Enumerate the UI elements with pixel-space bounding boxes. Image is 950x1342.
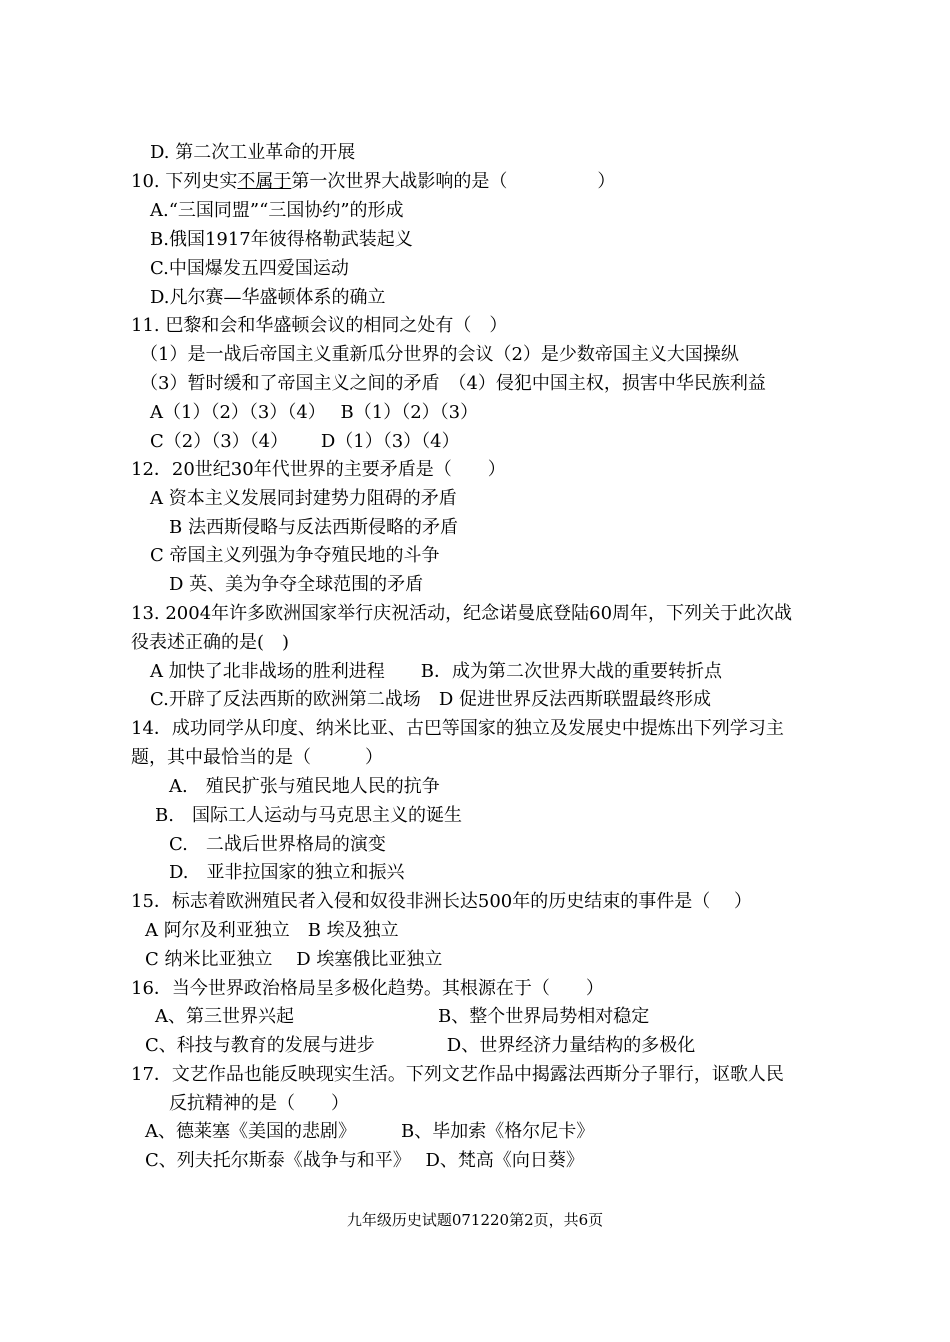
q10-option-d: D.凡尔赛—华盛顿体系的确立	[150, 287, 386, 308]
q10-stem-prefix: 10. 下列史实	[131, 171, 238, 192]
q10-option-b: B.俄国1917年彼得格勒武装起义	[150, 229, 413, 250]
q11-options-ab: A（1）（2）（3）（4） B（1）（2）（3）	[150, 402, 479, 423]
q10-option-c: C.中国爆发五四爱国运动	[150, 258, 349, 279]
q14-option-b: B. 国际工人运动与马克思主义的诞生	[155, 805, 462, 826]
q14-option-d: D. 亚非拉国家的独立和振兴	[169, 862, 405, 883]
q13-stem-line2: 役表述正确的是( )	[131, 632, 290, 653]
q16-stem: 16．当今世界政治格局呈多极化趋势。其根源在于（ ）	[131, 978, 604, 999]
q10-stem-emphasis: 不属于	[237, 171, 292, 192]
q13-options-cd: C.开辟了反法西斯的欧洲第二战场 D 促进世界反法西斯联盟最终形成	[150, 689, 712, 710]
q14-option-c: C. 二战后世界格局的演变	[169, 834, 386, 855]
q14-option-a: A. 殖民扩张与殖民地人民的抗争	[169, 776, 440, 797]
q16-options-cd: C、科技与教育的发展与进步 D、世界经济力量结构的多极化	[145, 1035, 696, 1056]
page-footer: 九年级历史试题071220第2页，共6页	[346, 1211, 604, 1229]
q12-option-d: D 英、美为争夺全球范围的矛盾	[169, 574, 424, 595]
q17-stem-line2: 反抗精神的是（ ）	[169, 1093, 349, 1114]
q15-options-cd: C 纳米比亚独立 D 埃塞俄比亚独立	[145, 949, 443, 970]
q11-options-cd: C（2）（3）（4） D（1）（3）（4）	[150, 431, 460, 452]
q15-stem: 15．标志着欧洲殖民者入侵和奴役非洲长达500年的历史结束的事件是（ ）	[131, 891, 752, 912]
q11-statement-3-4: （3）暂时缓和了帝国主义之间的矛盾 （4）侵犯中国主权，损害中华民族利益	[140, 373, 766, 394]
q12-option-b: B 法西斯侵略与反法西斯侵略的矛盾	[169, 517, 458, 538]
q11-stem: 11. 巴黎和会和华盛顿会议的相同之处有（ ）	[131, 315, 508, 336]
q11-statement-1-2: （1）是一战后帝国主义重新瓜分世界的会议（2）是少数帝国主义大国操纵	[140, 344, 739, 365]
q9-option-d: D. 第二次工业革命的开展	[150, 142, 356, 163]
q12-option-a: A 资本主义发展同封建势力阻碍的矛盾	[150, 488, 457, 509]
q17-options-cd: C、列夫托尔斯泰《战争与和平》 D、梵高《向日葵》	[145, 1150, 584, 1171]
q10-option-a: A.“三国同盟”“三国协约”的形成	[150, 200, 404, 221]
q10-stem	[131, 170, 615, 194]
q14-stem-line1: 14．成功同学从印度、纳米比亚、古巴等国家的独立及发展史中提炼出下列学习主	[131, 718, 784, 739]
q10-stem-suffix: 第一次世界大战影响的是（ ）	[291, 171, 616, 192]
q16-options-ab: A、第三世界兴起 B、整个世界局势相对稳定	[155, 1006, 650, 1027]
q17-options-ab: A、德莱塞《美国的悲剧》 B、毕加索《格尔尼卡》	[145, 1121, 595, 1142]
q15-options-ab: A 阿尔及利亚独立 B 埃及独立	[145, 920, 399, 941]
q13-stem-line1: 13. 2004年许多欧洲国家举行庆祝活动，纪念诺曼底登陆60周年，下列关于此次战	[131, 603, 793, 624]
q12-option-c: C 帝国主义列强为争夺殖民地的斗争	[150, 545, 440, 566]
q17-stem-line1: 17．文艺作品也能反映现实生活。下列文艺作品中揭露法西斯分子罪行，讴歌人民	[131, 1064, 784, 1085]
q12-stem: 12．20世纪30年代世界的主要矛盾是（ ）	[131, 459, 506, 480]
q13-options-ab: A 加快了北非战场的胜利进程 B．成为第二次世界大战的重要转折点	[150, 661, 722, 682]
q14-stem-line2: 题，其中最恰当的是（ ）	[131, 747, 383, 768]
